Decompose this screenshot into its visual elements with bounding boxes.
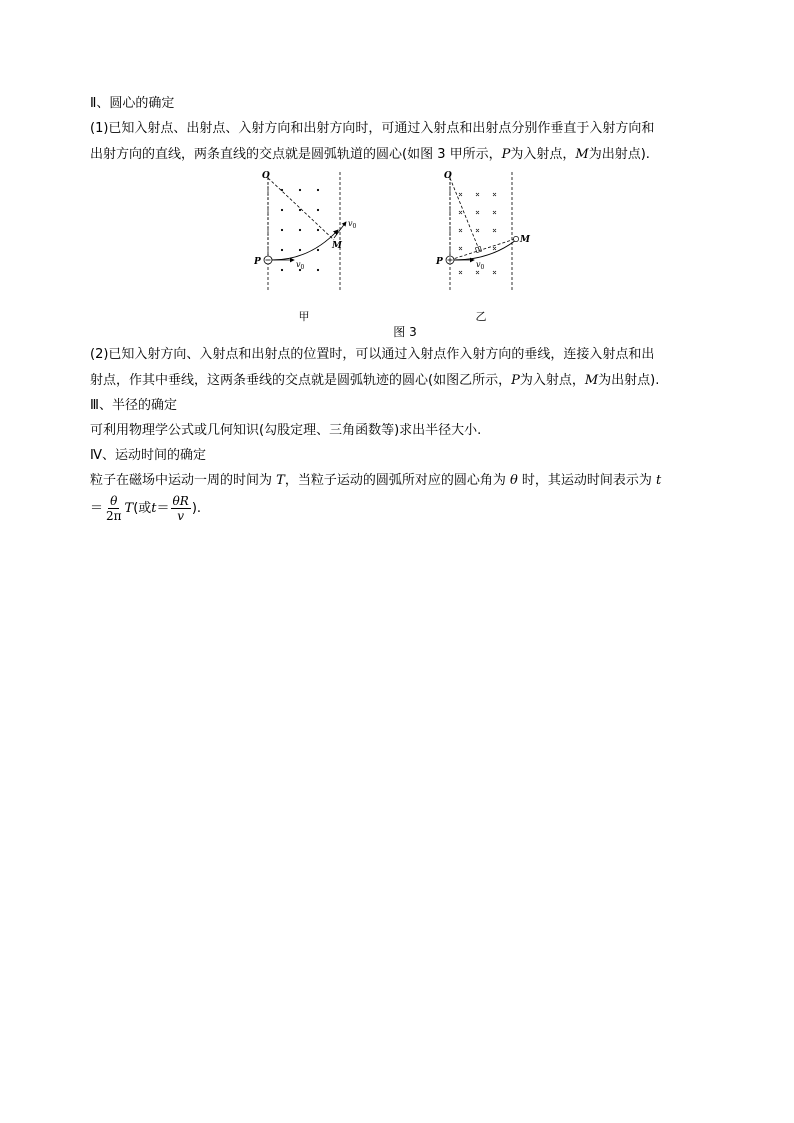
symbol-P: P <box>501 147 511 162</box>
paragraph-2 <box>90 342 720 394</box>
paragraph-2-line2b: 为入射点， <box>519 373 585 388</box>
symbol-t: t <box>656 473 662 488</box>
time-formula: ＝ $\frac{\theta}{2\pi}$ T (或 t ＝ $\frac{\theta R}{v}$ ). <box>90 494 202 523</box>
paragraph-1-line2b: 为入射点， <box>510 147 576 162</box>
paragraph-1-line2c: 为出射点). <box>588 147 650 162</box>
label-O: O <box>262 171 270 181</box>
symbol-theta: θ <box>509 473 518 488</box>
fraction-thetaR-over-v: $\frac{\theta R}{v}$ <box>172 494 189 523</box>
paragraph-2-line1: (2)已知入射方向、入射点和出射点的位置时，可以通过入射点作入射方向的垂线，连接入射点和出 <box>90 347 655 362</box>
right-angle-mark <box>475 246 481 252</box>
label-v0-entry: $v_0$ <box>296 260 305 271</box>
label-O: O <box>444 171 452 181</box>
paragraph-time: 粒子在磁场中运动一周的时间为 T，当粒子运动的圆弧所对应的圆心角为 θ 时，其运动时间表示为 t <box>90 473 662 488</box>
exit-point-M <box>513 236 518 241</box>
symbol-M: M <box>584 373 599 388</box>
label-P: P <box>436 257 443 267</box>
label-M: M <box>520 235 530 245</box>
section-heading-radius: Ⅲ、半径的确定 <box>90 398 177 413</box>
paragraph-2-line2a: 射点，作其中垂线，这两条垂线的交点就是圆弧轨迹的圆心(如图乙所示， <box>90 373 512 388</box>
section-heading-time: Ⅳ、运动时间的确定 <box>90 448 206 463</box>
figure-right-sublabel: 乙 <box>475 310 487 323</box>
symbol-T: T <box>124 500 134 516</box>
radius-OM <box>268 178 334 240</box>
figure-caption: 图 3 <box>393 325 417 339</box>
document-page <box>90 94 720 523</box>
figure-left-diagram <box>254 168 364 308</box>
label-v0-entry: $v_0$ <box>476 260 485 271</box>
trajectory-arc <box>454 240 516 260</box>
symbol-t: t <box>151 500 157 516</box>
symbol-P: P <box>511 373 520 388</box>
symbol-M: M <box>575 147 589 162</box>
paragraph-1-line1: (1)已知入射点、出射点、入射方向和出射方向时，可通过入射点和出射点分别作垂直于入射方向和 <box>90 121 655 136</box>
label-P: P <box>254 257 261 267</box>
perpendicular-bisector <box>450 178 480 252</box>
figure-right-diagram <box>430 168 540 308</box>
figure-left-sublabel: 甲 <box>298 310 310 323</box>
paragraph-radius: 可利用物理学公式或几何知识(勾股定理、三角函数等)求出半径大小. <box>90 423 482 438</box>
paragraph-1 <box>90 116 720 168</box>
label-v0-exit: $v_0$ <box>348 219 357 230</box>
paragraph-1-line2a: 出射方向的直线，两条直线的交点就是圆弧轨道的圆心(如图 3 甲所示， <box>90 147 502 162</box>
section-heading-center: Ⅱ、圆心的确定 <box>90 96 175 111</box>
figure-3 <box>90 168 720 336</box>
fraction-theta-over-2pi: $\frac{\theta}{2\pi}$ <box>106 494 122 523</box>
symbol-T: T <box>276 473 285 488</box>
label-M: M <box>332 241 342 251</box>
paragraph-2-line2c: 为出射点). <box>598 373 660 388</box>
